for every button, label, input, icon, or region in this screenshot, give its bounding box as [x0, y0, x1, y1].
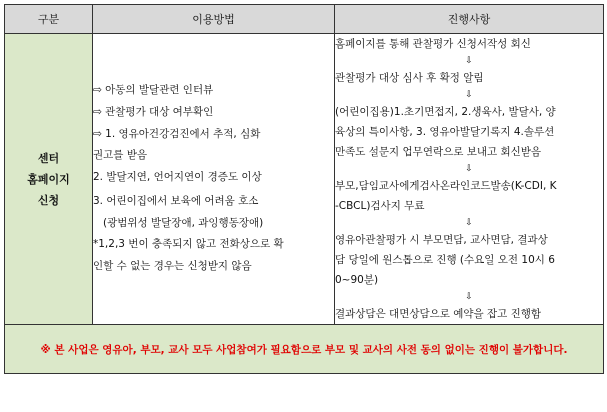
category-line: 홈페이지: [27, 172, 70, 186]
header-row: [5, 5, 604, 34]
progress-step: 관찰평가 대상 심사 후 확정 알림: [335, 72, 484, 84]
progress-step: 영유아관찰평가 시 부모면담, 교사면담, 결과상 담 당일에 원스톱으로 진행 (수요일 오전 10시 6 0~90분): [335, 234, 555, 286]
progress-cell: [335, 34, 604, 325]
progress-step: (어린이집용)1.초기면접지, 2.생육사, 발달사, 양 육상의 특이사항, 3. 영유아발달기록지 4.솔루션 만족도 설문지 업무연락으로 보내고 회신받음: [335, 106, 556, 158]
down-arrow-icon: ⇩: [465, 56, 473, 66]
method-line: (광범위성 발달장애, 과잉행동장애): [93, 216, 264, 229]
down-arrow-icon: ⇩: [465, 292, 473, 302]
progress-step: 결과상담은 대면상담으로 예약을 잡고 진행함: [335, 308, 542, 320]
category-cell: [5, 34, 93, 325]
method-line: 3. 어린이집에서 보육에 어려움 호소: [93, 194, 259, 207]
method-line: 인할 수 없는 경우는 신청받지 않음: [93, 260, 252, 273]
program-info-table: [4, 4, 604, 374]
header-category: 구분: [5, 5, 93, 34]
header-method: 이용방법: [93, 5, 335, 34]
method-line: *1,2,3 번이 충족되지 않고 전화상으로 확: [93, 238, 284, 251]
header-progress: 진행사항: [335, 5, 604, 34]
progress-step: 홈페이지를 통해 관찰평가 신청서작성 회신: [335, 38, 531, 50]
method-line: ⇨ 1. 영유아건강검진에서 추적, 심화: [93, 127, 261, 140]
content-row: [5, 34, 604, 325]
method-line: ⇨ 관찰평가 대상 여부확인: [93, 105, 214, 118]
category-line: 센터: [37, 151, 60, 165]
notice-row: [5, 325, 604, 374]
category-line: 신청: [37, 193, 60, 207]
method-line: ⇨ 아동의 발달관련 인터뷰: [93, 83, 214, 96]
method-line: 2. 발달지연, 언어지연이 경증도 이상: [93, 171, 262, 184]
method-cell: [93, 34, 335, 325]
method-line: 권고를 받음: [93, 149, 148, 162]
progress-step: 부모,담임교사에게검사온라인코드발송(K-CDI, K -CBCL)검사지 무료: [335, 180, 557, 212]
down-arrow-icon: ⇩: [465, 218, 473, 228]
down-arrow-icon: ⇩: [465, 90, 473, 100]
consent-notice: ※ 본 사업은 영유아, 부모, 교사 모두 사업참여가 필요함으로 부모 및 교사의 사전 동의 없이는 진행이 불가합니다.: [5, 325, 604, 374]
down-arrow-icon: ⇩: [465, 164, 473, 174]
